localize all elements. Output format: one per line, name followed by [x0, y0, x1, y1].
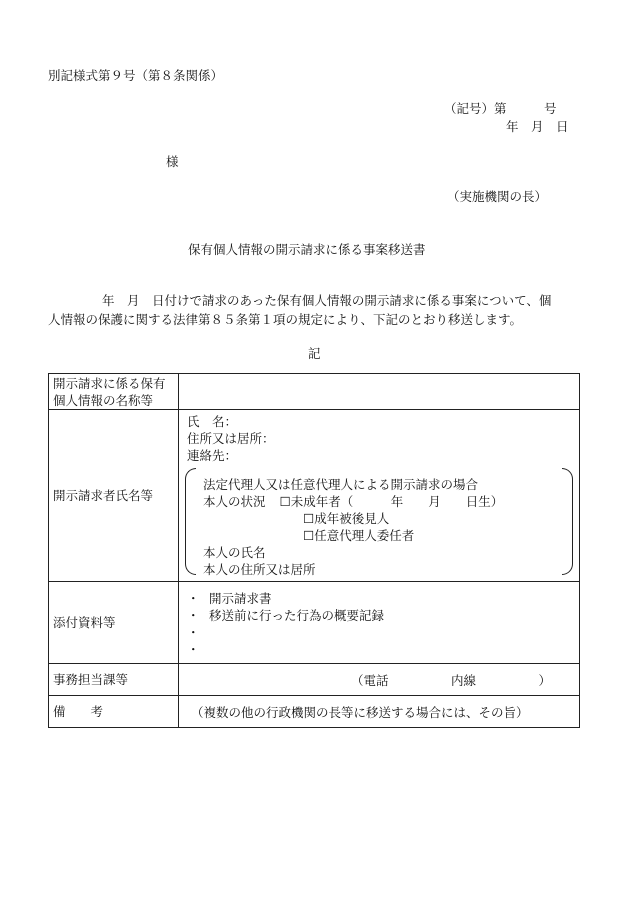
- principal-address-field: 本人の住所又は居所: [203, 562, 316, 577]
- minor-checkbox-option: ☐未成年者（ 年 月 日生）: [279, 494, 504, 509]
- status-label: 本人の状況: [203, 494, 266, 509]
- body-text-line-2: 人情報の保護に関する法律第８５条第１項の規定により、下記のとおり移送します。: [48, 312, 523, 327]
- bullet: ・: [187, 607, 200, 623]
- table-row: [49, 696, 580, 728]
- requester-name-field: 氏 名：: [187, 414, 238, 429]
- table-row: [49, 582, 580, 664]
- left-bracket: [185, 468, 196, 575]
- requester-contact-field: 連絡先：: [187, 448, 238, 463]
- table-row: [49, 664, 580, 696]
- delegator-checkbox-option: ☐任意代理人委任者: [303, 528, 415, 543]
- status-line: [203, 493, 503, 510]
- table-row: [49, 410, 580, 582]
- proxy-heading: 法定代理人又は任意代理人による開示請求の場合: [203, 477, 479, 492]
- right-bracket: [562, 468, 573, 575]
- proxy-request-box: [185, 468, 573, 575]
- body-text-line-1: 年 月 日付けで請求のあった保有個人情報の開示請求に係る事案について、個: [102, 293, 552, 308]
- record-number: （記号）第 号: [444, 101, 557, 116]
- principal-name-field: 本人の氏名: [203, 545, 266, 560]
- info-name-label: [49, 374, 179, 410]
- adult-ward-checkbox-option: ☐成年被後見人: [303, 511, 390, 526]
- attachments-value: [179, 582, 580, 664]
- attachments-label: 添付資料等: [49, 582, 179, 664]
- bullet: ・: [187, 641, 200, 657]
- info-name-label-line-1: 開示請求に係る保有: [53, 375, 166, 391]
- remarks-label: 備 考: [49, 696, 179, 728]
- attachment-item: [187, 641, 579, 658]
- table-row: [49, 374, 580, 410]
- info-name-value: [179, 374, 580, 410]
- requester-value: [179, 410, 580, 582]
- ki-heading: 記: [308, 346, 321, 361]
- department-phone: （電話 内線 ）: [179, 664, 580, 696]
- request-details-table: [48, 373, 580, 728]
- proxy-request-content: [203, 476, 503, 578]
- bullet: ・: [187, 624, 200, 640]
- bullet: ・: [187, 590, 200, 606]
- attachment-item-text: 移送前に行った行為の概要記録: [209, 607, 385, 623]
- attachment-item: [187, 624, 579, 641]
- department-label: 事務担当課等: [49, 664, 179, 696]
- attachment-item: [187, 607, 579, 624]
- info-name-label-line-2: 個人情報の名称等: [53, 392, 154, 408]
- remarks-note: （複数の他の行政機関の長等に移送する場合には、その旨）: [179, 696, 580, 728]
- addressee-honorific: 様: [166, 154, 179, 169]
- form-number: 別記様式第９号（第８条関係）: [48, 68, 224, 83]
- attachment-item: [187, 590, 579, 607]
- requester-address-field: 住所又は居所：: [187, 431, 275, 446]
- date-line: 年 月 日: [506, 119, 569, 134]
- requester-label: 開示請求者氏名等: [49, 410, 179, 582]
- sender-label: （実施機関の長）: [447, 189, 548, 204]
- attachment-item-text: 開示請求書: [209, 590, 272, 606]
- document-title: 保有個人情報の開示請求に係る事案移送書: [188, 242, 426, 257]
